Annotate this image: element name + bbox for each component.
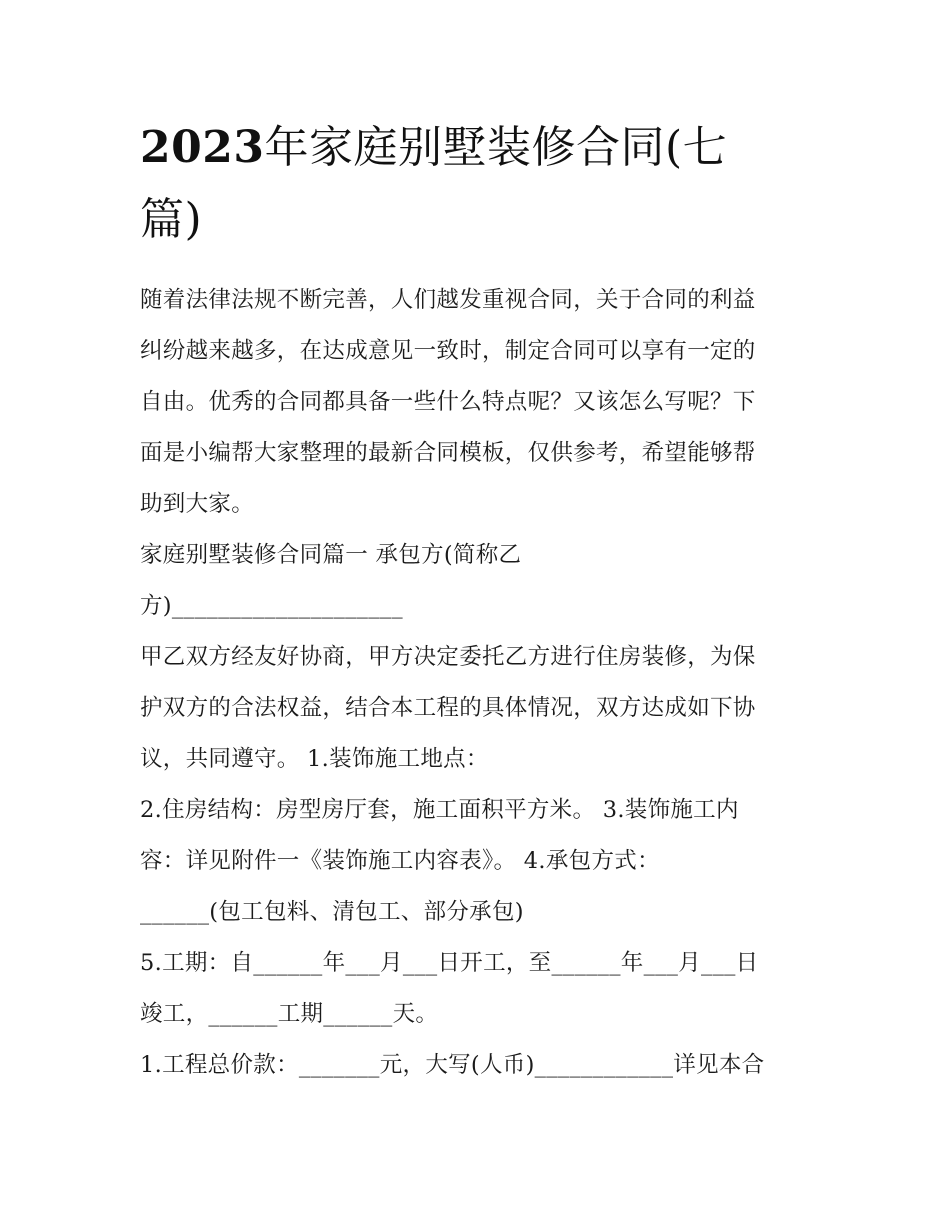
- body-line: 护双方的合法权益，结合本工程的具体情况，双方达成如下协: [140, 695, 756, 721]
- body-line: 容：详见附件一《装饰施工内容表》。 4.承包方式：: [140, 848, 660, 874]
- body-line: 甲乙双方经友好协商，甲方决定委托乙方进行住房装修，为保: [140, 644, 756, 670]
- body-line: 助到大家。: [140, 491, 255, 517]
- document-body: [140, 275, 812, 1091]
- body-line: 竣工，______工期______天。: [140, 1001, 439, 1027]
- section-heading-line: 家庭别墅装修合同篇一 承包方(简称乙: [140, 542, 522, 568]
- body-line: 1.工程总价款：_______元，大写(人币)____________详见本合: [140, 1052, 765, 1078]
- document-title: [140, 112, 810, 256]
- body-line: ______(包工包料、清包工、部分承包): [140, 899, 524, 925]
- body-line: 方)____________________: [140, 593, 403, 619]
- body-line: 2.住房结构：房型房厅套，施工面积平方米。 3.装饰施工内: [140, 797, 739, 823]
- body-line: 随着法律法规不断完善，人们越发重视合同，关于合同的利益: [140, 287, 756, 313]
- body-line: 5.工期：自______年___月___日开工，至______年___月___日: [140, 950, 759, 976]
- title-year: 2023: [140, 122, 265, 173]
- body-line: 面是小编帮大家整理的最新合同模板，仅供参考，希望能够帮: [140, 440, 756, 466]
- title-text-line1: 年家庭别墅装修合同(七: [264, 122, 728, 173]
- body-line: 议，共同遵守。 1.装饰施工地点：: [140, 746, 489, 772]
- body-line: 纠纷越来越多，在达成意见一致时，制定合同可以享有一定的: [140, 338, 756, 364]
- body-line: 自由。优秀的合同都具备一些什么特点呢？又该怎么写呢？下: [140, 389, 756, 415]
- title-text-line2: 篇): [140, 194, 203, 245]
